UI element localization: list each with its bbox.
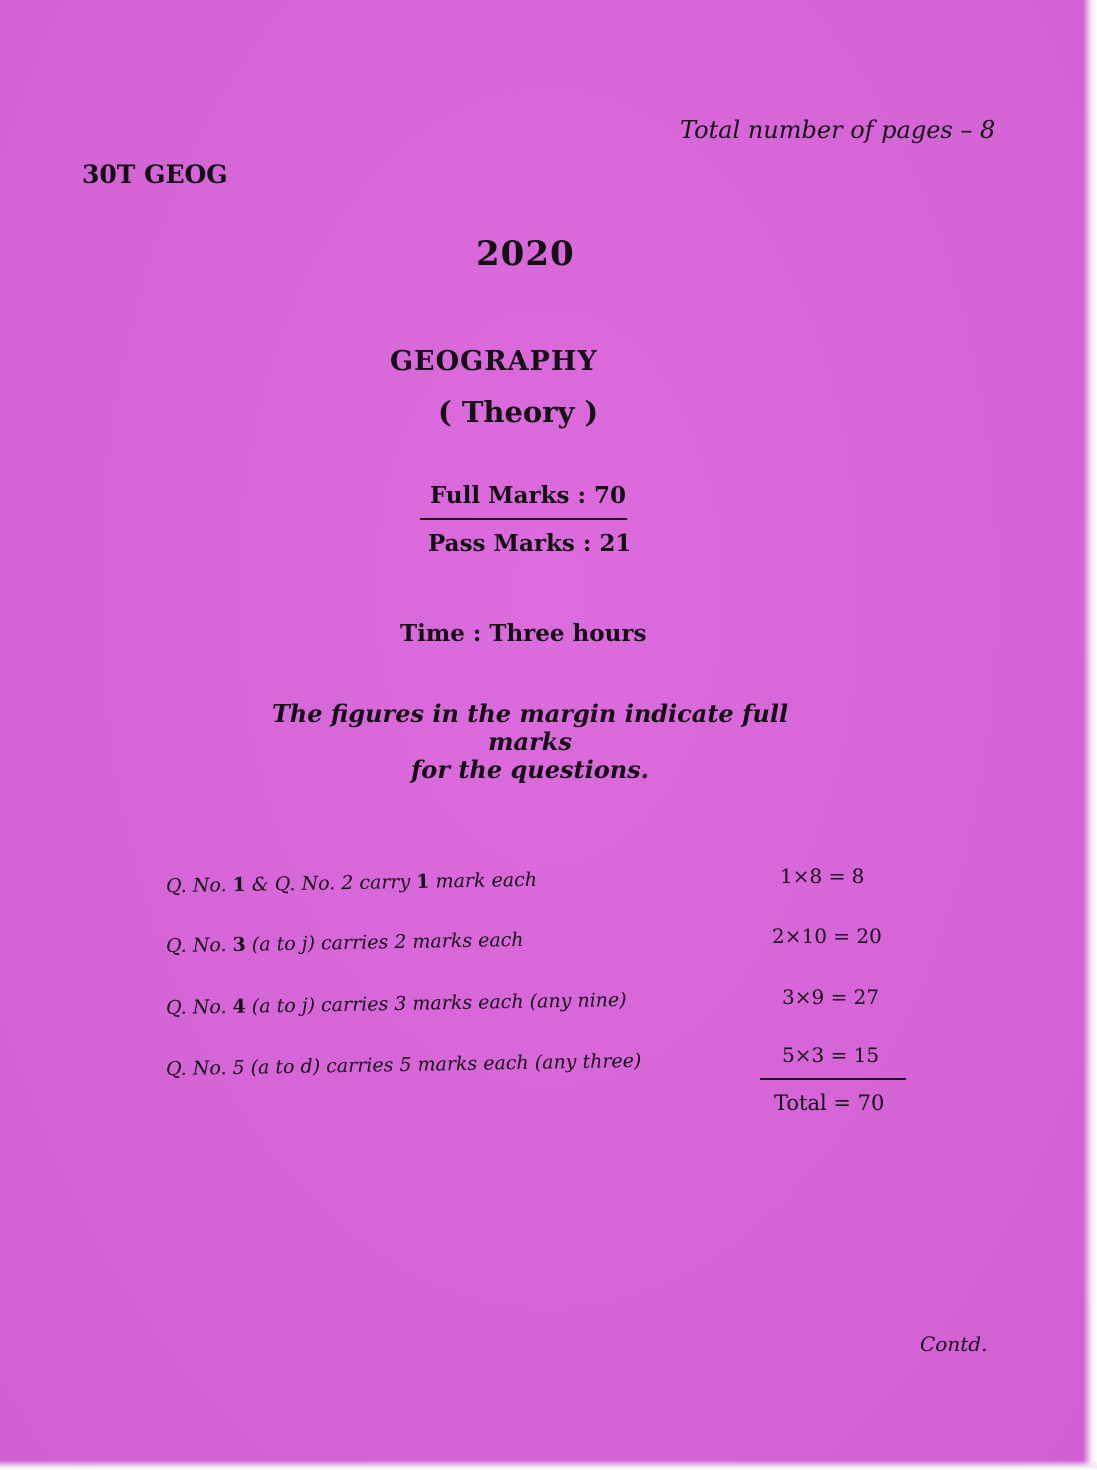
marks-divider — [420, 518, 627, 520]
instruction-line-2: for the questions. — [410, 755, 650, 784]
distribution-row-label: Q. No. 5 (a to d) carries 5 marks each (any three) — [165, 1049, 642, 1081]
exam-year: 2020 — [476, 234, 575, 274]
distribution-row-calc: 5×3 = 15 — [782, 1043, 880, 1067]
page-edge-bottom — [0, 1460, 1097, 1470]
time-allowed: Time : Three hours — [400, 620, 647, 647]
instruction-line-1: The figures in the margin indicate full marks — [271, 699, 789, 756]
pass-marks: Pass Marks : 21 — [428, 530, 632, 557]
margin-instruction — [250, 700, 810, 784]
distribution-row-label: Q. No. 4 (a to j) carries 3 marks each (any nine) — [165, 988, 627, 1020]
distribution-row-label: Q. No. 1 & Q. No. 2 carry 1 mark each — [165, 868, 538, 898]
full-marks: Full Marks : 70 — [430, 482, 627, 509]
total-divider — [760, 1078, 906, 1080]
distribution-row-calc: 3×9 = 27 — [782, 985, 880, 1009]
distribution-row-calc: 2×10 = 20 — [772, 924, 882, 948]
total-marks: Total = 70 — [774, 1091, 885, 1115]
distribution-row-label: Q. No. 3 (a to j) carries 2 marks each — [165, 928, 524, 958]
total-pages-note: Total number of pages – 8 — [680, 116, 996, 144]
distribution-row-calc: 1×8 = 8 — [780, 864, 865, 888]
subject-title: GEOGRAPHY — [390, 346, 598, 377]
continued-note: Contd. — [920, 1332, 988, 1356]
paper-code: 30T GEOG — [82, 160, 228, 189]
paper-type: ( Theory ) — [438, 395, 599, 429]
page-edge-right — [1083, 0, 1097, 1470]
